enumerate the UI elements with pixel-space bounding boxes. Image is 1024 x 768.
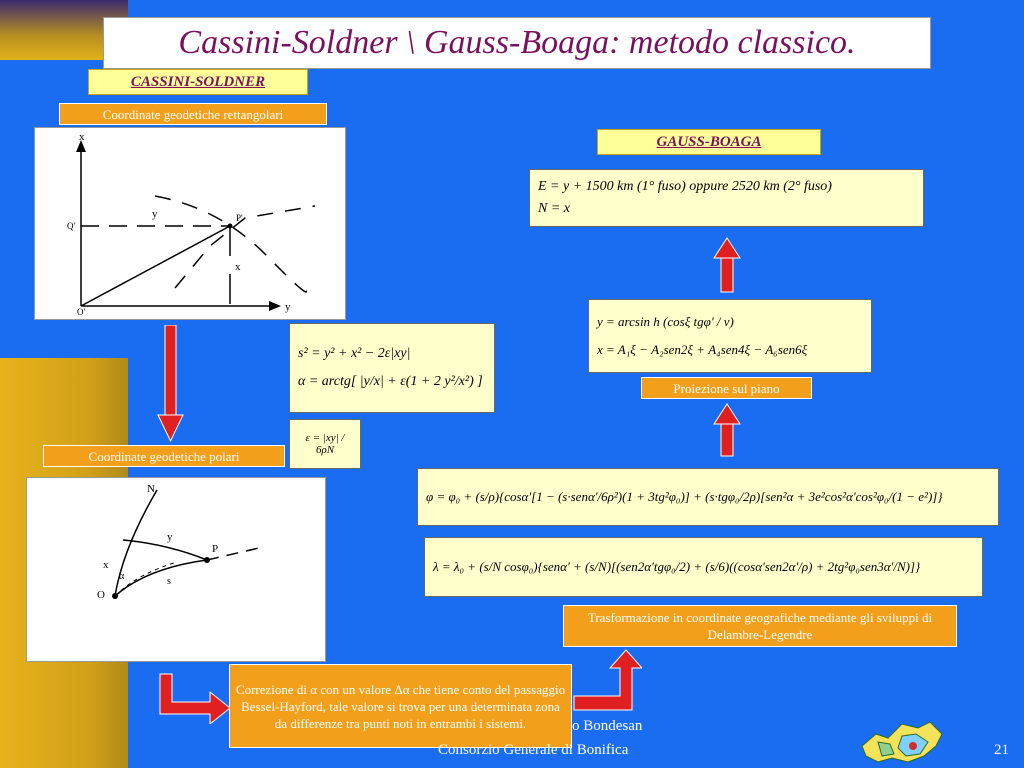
lambda-formula-box [424,537,983,597]
arrow-up-1 [712,236,742,294]
polar-coords-label: Coordinate geodetiche polari [43,445,285,467]
formula-lambda: λ = λ₀ + (s/N cosφ₀){senα' + (s/N)[(sen2α'tgφ₀/2) + (s/6)((cosα'sen2α'/ρ) + 2tg²φ₀sen3α'/N)]} [433,559,921,574]
arrow-up-2 [712,402,742,458]
formula-north: N = x [538,201,570,216]
arrow-right-correction [158,672,232,724]
p-label: P' [236,213,243,223]
formula-phi: φ = φ₀ + (s/ρ){cosα'[1 − (s·senα'/6ρ²)(1 + 3tg²φ₀)] + (s·tgφ₀/2ρ)[sen²α + 3e²cos²α'cos²φ₀/(1 − e²)]} [426,489,943,504]
gauss-en-formula-box [529,169,924,227]
formula-proj-x: x = A₁ξ − A₂sen2ξ + A₄sen4ξ − A₆sen6ξ [597,342,808,357]
arrow-down-cassini [156,325,186,445]
transform-label: Trasformazione in coordinate geografiche mediante gli sviluppi di Delambre-Legendre [563,605,957,647]
x-mid-label: x [235,261,241,273]
cassini-formula-box [289,323,495,413]
q-label: Q' [67,221,76,231]
page-number: 21 [994,742,1009,758]
axis-x-label: x [79,131,85,143]
formula-epsilon: ε = |xy| / 6ρN [305,432,345,456]
n-label: N [147,483,155,495]
footer-author: o Bondesan [572,718,643,734]
formula-east: E = y + 1500 km (1° fuso) oppure 2520 km (2° fuso) [538,179,832,194]
o-label: O' [77,307,86,317]
alpha-label: α [119,571,125,582]
y-label: y [167,531,173,543]
formula-alpha: α = arctg[ |y/x| + ε(1 + 2 y²/x²) ] [298,374,483,389]
formula-proj-y: y = arcsin h (cosξ tgφ' / ν) [597,314,734,329]
footer-org: Consorzio Generale di Bonifica [438,742,629,758]
p-label-2: P [212,543,219,555]
region-map-logo [858,716,944,766]
formula-s-squared: s² = y² + x² − 2ε|xy| [298,346,411,361]
slide-title: Cassini-Soldner \ Gauss-Boaga: metodo classico. [178,24,856,61]
slide-title-box [103,17,931,69]
projection-label: Proiezione sul piano [641,377,812,399]
gauss-boaga-label: GAUSS-BOAGA [597,129,821,155]
epsilon-formula-box [289,419,361,469]
correction-label: Correzione di α con un valore Δα che tiene conto del passaggio Bessel-Hayford, tale valore si trova per una determinata zona da differenze tra punti noti in entrambi i sistemi. [229,664,572,748]
polar-diagram [26,477,326,662]
axis-y-label: y [285,301,291,313]
s-label: s [167,576,171,587]
y-mid-label: y [152,208,158,220]
phi-formula-box [417,468,999,526]
rect-coords-label: Coordinate geodetiche rettangolari [59,103,327,125]
cassini-soldner-label: CASSINI-SOLDNER [88,69,308,95]
x-label-2: x [103,559,109,571]
arrow-up-transform [572,648,642,714]
projection-formula-box [588,299,872,373]
cassini-diagram [34,127,346,320]
o-label-2: O [97,589,105,601]
